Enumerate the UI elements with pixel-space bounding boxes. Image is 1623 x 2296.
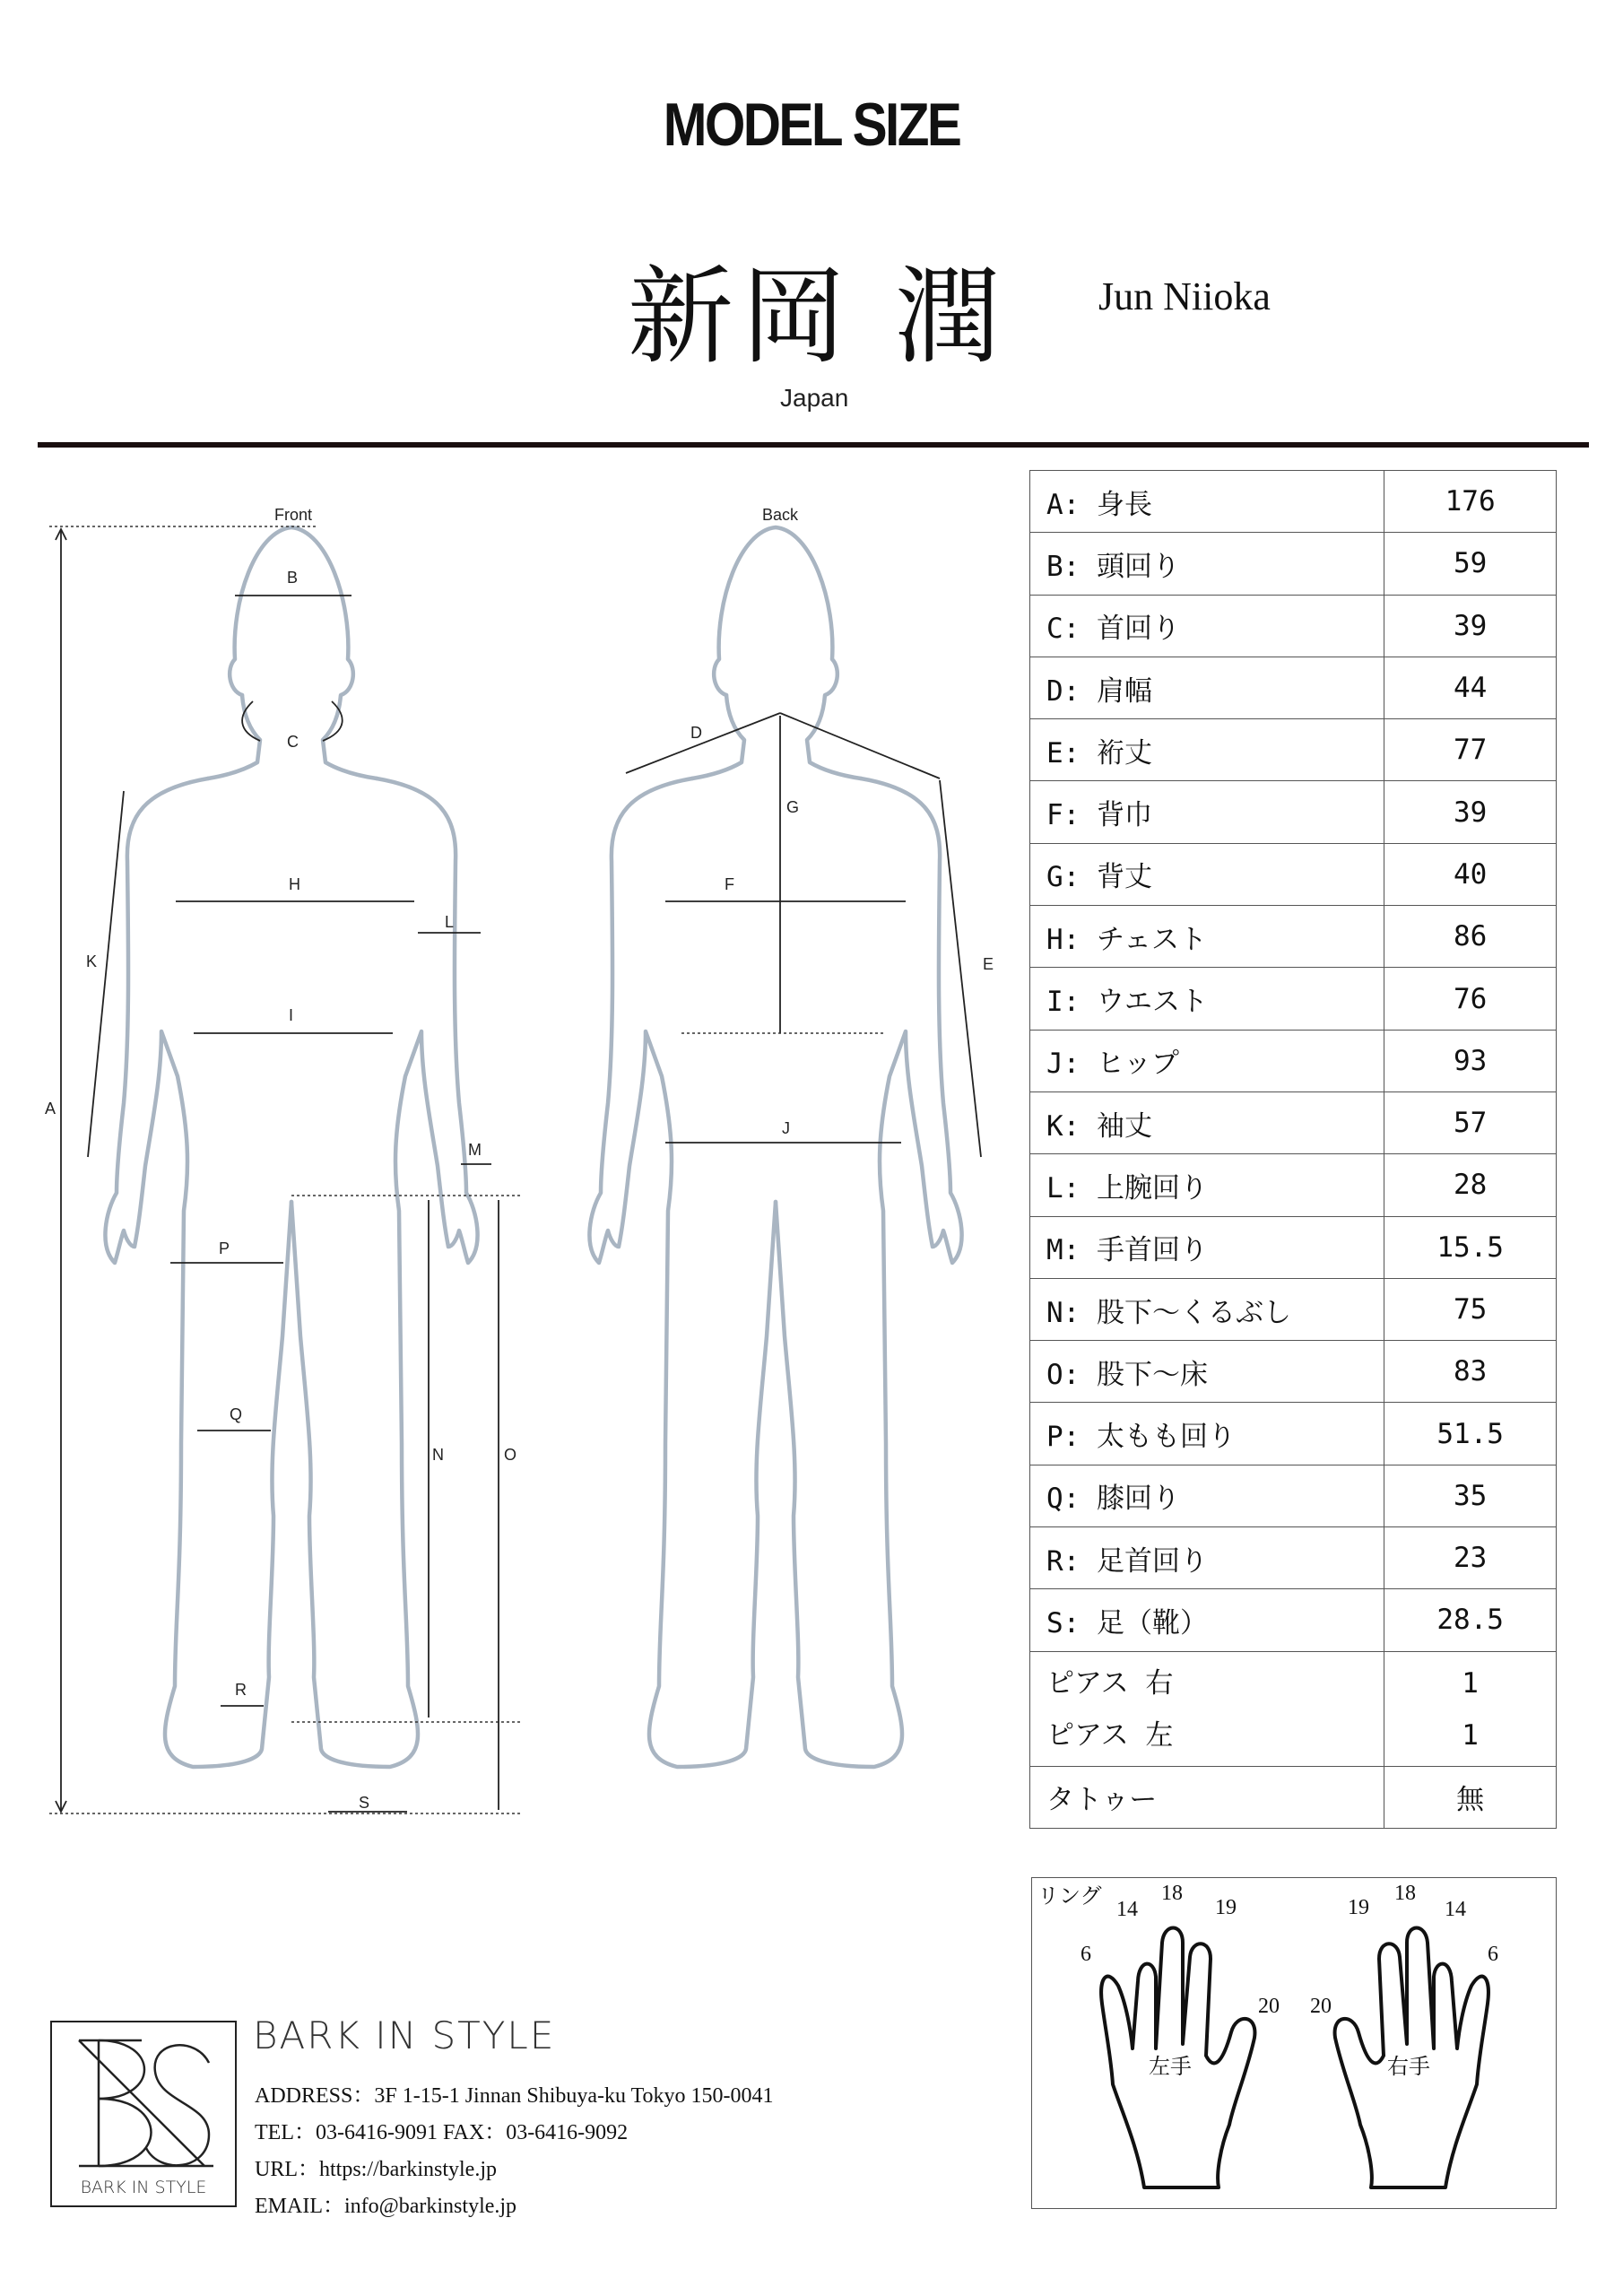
table-row: [1030, 471, 1557, 533]
row-value: 176: [1384, 471, 1557, 533]
piercing-values: [1384, 1651, 1557, 1766]
body-measurement-diagram: [0, 475, 1022, 1839]
table-row: [1030, 1030, 1557, 1091]
marker-l: L: [445, 913, 455, 931]
table-row: [1030, 843, 1557, 905]
marker-m: M: [468, 1141, 482, 1159]
marker-c: C: [287, 733, 299, 751]
marker-p: P: [219, 1239, 230, 1257]
marker-e: E: [983, 955, 994, 973]
back-torso-outline: [776, 778, 962, 1767]
marker-s: S: [359, 1794, 370, 1812]
row-value: 44: [1384, 657, 1557, 718]
right-pinky-size: 6: [1488, 1943, 1498, 1966]
row-label: E: 裄丈: [1030, 719, 1384, 781]
model-name-english: Jun Niioka: [1098, 274, 1271, 318]
table-row: [1030, 1216, 1557, 1278]
row-value: 39: [1384, 781, 1557, 843]
back-head-outline: [714, 527, 861, 778]
table-row: [1030, 595, 1557, 657]
row-label: B: 頭回り: [1030, 533, 1384, 595]
contact-info: [255, 2077, 774, 2224]
model-name-japanese: 新岡 潤: [628, 255, 1008, 378]
table-row: [1030, 1403, 1557, 1465]
right-index-size: 19: [1348, 1896, 1369, 1919]
row-label: G: 背丈: [1030, 843, 1384, 905]
marker-o: O: [504, 1446, 517, 1464]
row-value: 23: [1384, 1527, 1557, 1589]
marker-n: N: [432, 1446, 444, 1464]
d-shoulder-line-right: [780, 713, 940, 778]
model-country: Japan: [780, 384, 849, 412]
row-label: S: 足（靴）: [1030, 1589, 1384, 1651]
row-label: I: ウエスト: [1030, 968, 1384, 1030]
row-label: D: 肩幅: [1030, 657, 1384, 718]
piercing-labels: [1030, 1651, 1384, 1766]
logo-b-upper-bowl: [99, 2040, 144, 2099]
left-ring-size: 14: [1116, 1898, 1138, 1921]
url-link[interactable]: URL：https://barkinstyle.jp: [255, 2158, 497, 2181]
piercing-right-label: ピアス 右: [1046, 1667, 1174, 1700]
logo-b-lower-bowl: [99, 2099, 152, 2166]
table-row: [1030, 781, 1557, 843]
piercing-left-label: ピアス 左: [1046, 1719, 1174, 1752]
marker-k: K: [86, 952, 98, 970]
row-label: J: ヒップ: [1030, 1030, 1384, 1091]
logo-s-shape: [146, 2045, 209, 2165]
marker-f: F: [725, 875, 734, 893]
front-label: Front: [274, 506, 313, 524]
table-row: [1030, 1527, 1557, 1589]
k-sleeve-line: [88, 791, 124, 1157]
right-thumb-size: 20: [1310, 1995, 1332, 2018]
row-value: 40: [1384, 843, 1557, 905]
row-label: Q: 膝回り: [1030, 1465, 1384, 1526]
header-divider: [38, 442, 1589, 448]
row-label: H: チェスト: [1030, 906, 1384, 968]
table-row: [1030, 719, 1557, 781]
page-title: MODEL SIZE: [663, 91, 960, 159]
front-head-outline: [230, 527, 377, 778]
table-row: [1030, 1589, 1557, 1651]
e-sleeve-line: [940, 780, 981, 1157]
row-value: 59: [1384, 533, 1557, 595]
tattoo-row: [1030, 1766, 1557, 1828]
table-row: [1030, 1341, 1557, 1403]
marker-h: H: [289, 875, 300, 893]
right-hand-label: 右手: [1387, 2056, 1430, 2079]
ring-size-panel: [1031, 1877, 1557, 2209]
row-label: R: 足首回り: [1030, 1527, 1384, 1589]
back-torso-outline-left: [589, 778, 776, 1767]
marker-i: I: [289, 1006, 294, 1024]
brand-name: BARK IN STYLE: [253, 2013, 556, 2057]
row-label: O: 股下〜床: [1030, 1341, 1384, 1403]
marker-g: G: [786, 798, 800, 816]
row-value: 83: [1384, 1341, 1557, 1403]
left-pinky-size: 6: [1081, 1943, 1091, 1966]
row-value: 93: [1384, 1030, 1557, 1091]
row-value: 57: [1384, 1091, 1557, 1153]
table-row: [1030, 533, 1557, 595]
piercing-row: [1030, 1651, 1557, 1766]
row-value: 39: [1384, 595, 1557, 657]
row-value: 28.5: [1384, 1589, 1557, 1651]
back-figure: [589, 527, 961, 1767]
front-figure: [105, 527, 477, 1767]
row-value: 77: [1384, 719, 1557, 781]
row-value: 28: [1384, 1154, 1557, 1216]
tel-fax-text: TEL：03-6416-9091 FAX：03-6416-9092: [255, 2121, 629, 2144]
marker-j: J: [782, 1119, 790, 1137]
right-ring-size: 14: [1445, 1898, 1466, 1921]
row-label: M: 手首回り: [1030, 1216, 1384, 1278]
row-label: K: 袖丈: [1030, 1091, 1384, 1153]
logo-caption: BARK IN STYLE: [80, 2178, 207, 2197]
back-label: Back: [762, 506, 799, 524]
marker-b: B: [287, 569, 299, 587]
table-row: [1030, 906, 1557, 968]
table-row: [1030, 1278, 1557, 1340]
row-value: 76: [1384, 968, 1557, 1030]
row-value: 75: [1384, 1278, 1557, 1340]
marker-a: A: [45, 1100, 56, 1118]
front-torso-outline-left: [105, 778, 294, 1767]
ring-label: リング: [1037, 1885, 1102, 1909]
left-thumb-size: 20: [1258, 1995, 1280, 2018]
row-label: F: 背巾: [1030, 781, 1384, 843]
address-text: ADDRESS：3F 1-15-1 Jinnan Shibuya-ku Tokyo 150-0041: [255, 2084, 774, 2108]
table-row: [1030, 657, 1557, 718]
left-hand-label: 左手: [1149, 2056, 1192, 2079]
row-value: 51.5: [1384, 1403, 1557, 1465]
row-value: 86: [1384, 906, 1557, 968]
table-row: [1030, 1091, 1557, 1153]
tattoo-label: タトゥー: [1030, 1766, 1384, 1828]
table-row: [1030, 968, 1557, 1030]
row-value: 35: [1384, 1465, 1557, 1526]
marker-r: R: [235, 1681, 247, 1699]
table-row: [1030, 1465, 1557, 1526]
tattoo-value: 無: [1384, 1766, 1557, 1828]
piercing-left-value: 1: [1462, 1719, 1479, 1752]
marker-d: D: [690, 724, 702, 742]
d-shoulder-line-left: [626, 713, 780, 773]
row-label: L: 上腕回り: [1030, 1154, 1384, 1216]
marker-q: Q: [230, 1405, 243, 1423]
row-label: A: 身長: [1030, 471, 1384, 533]
measurement-table: [1029, 470, 1557, 1829]
right-middle-size: 18: [1394, 1882, 1416, 1905]
left-middle-size: 18: [1161, 1882, 1183, 1905]
row-label: N: 股下〜くるぶし: [1030, 1278, 1384, 1340]
row-label: P: 太もも回り: [1030, 1403, 1384, 1465]
left-index-size: 19: [1215, 1896, 1237, 1919]
brand-logo: [50, 2021, 237, 2207]
row-label: C: 首回り: [1030, 595, 1384, 657]
row-value: 15.5: [1384, 1216, 1557, 1278]
email-link[interactable]: EMAIL：info@barkinstyle.jp: [255, 2195, 517, 2218]
table-row: [1030, 1154, 1557, 1216]
piercing-right-value: 1: [1462, 1667, 1479, 1700]
